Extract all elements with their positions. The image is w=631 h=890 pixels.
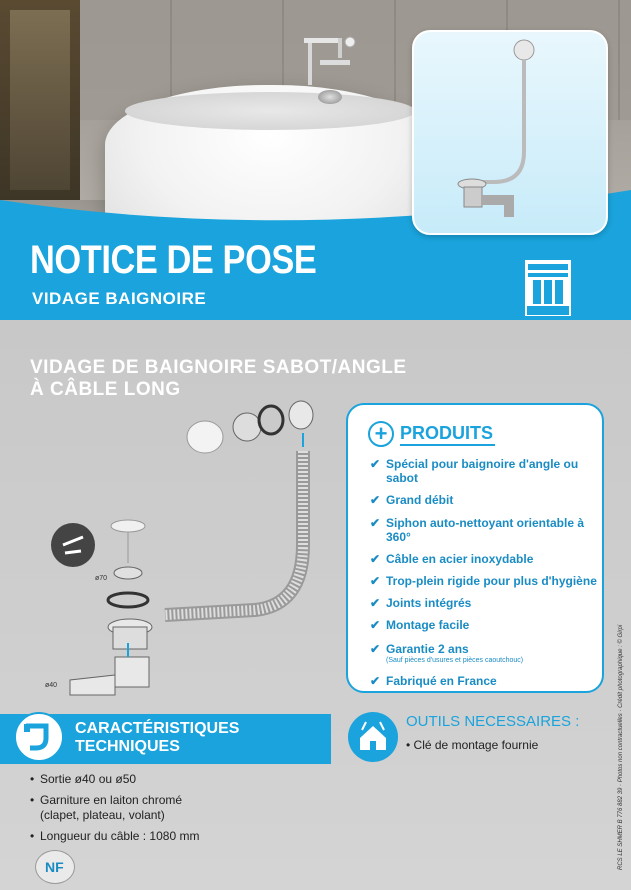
caracteristiques-list [30, 772, 210, 850]
page-title: NOTICE DE POSE [30, 238, 317, 282]
list-item: ✔ Grand débit [370, 493, 454, 507]
tools-icon [348, 712, 398, 762]
check-icon: ✔ [370, 516, 381, 530]
check-icon: ✔ [370, 674, 381, 688]
check-icon: ✔ [370, 457, 381, 471]
list-item: • Clé de montage fournie [406, 738, 538, 752]
check-icon: ✔ [370, 596, 381, 610]
product-photo [412, 30, 608, 235]
list-item: ✔ Joints intégrés [370, 596, 472, 610]
window-frame [0, 0, 80, 200]
diameter-40-label: ø40 [45, 682, 58, 689]
list-item: ✔ Siphon auto-nettoyant orientable à 360° [370, 516, 585, 544]
legal-text: RCS LE SHMER B 776 882 39 · Photos non contractuelles · Crédit photographique : © Girpi [618, 624, 624, 870]
outils-list [406, 738, 538, 752]
plus-icon: + [368, 421, 394, 447]
list-item: ✔ Montage facile [370, 618, 470, 632]
girpi-logo [523, 258, 573, 318]
overflow-plate-image [318, 90, 342, 104]
check-icon: ✔ [370, 618, 381, 632]
produits-list [370, 457, 600, 688]
list-item: • Longueur du câble : 1080 mm [30, 829, 210, 844]
list-item: ✔ Trop-plein rigide pour plus d'hygiène [370, 574, 597, 588]
garantie-note: (Sauf pièces d'usures et pièces caoutchouc) [386, 657, 524, 664]
list-item: ✔ Fabriqué en France [370, 674, 497, 688]
check-icon: ✔ [370, 493, 381, 507]
produits-title: PRODUITS [400, 423, 495, 446]
pipe-icon [14, 712, 64, 762]
list-item: • Garniture en laiton chromé (clapet, plateau, volant) [30, 793, 210, 823]
list-item: • Sortie ø40 ou ø50 [30, 772, 210, 787]
caracteristiques-title: CARACTÉRISTIQUES TECHNIQUES [75, 720, 240, 755]
product-heading-line1: VIDAGE DE BAIGNOIRE SABOT/ANGLE [30, 357, 407, 378]
list-item: ✔ Câble en acier inoxydable [370, 552, 534, 566]
page-subtitle: VIDAGE BAIGNOIRE [32, 289, 207, 308]
check-icon: ✔ [370, 642, 381, 656]
diameter-70-label: ø70 [95, 575, 108, 582]
produits-panel [346, 403, 604, 693]
installation-diagram [35, 395, 350, 705]
faucet-image [300, 30, 360, 90]
nf-certification-logo: NF [35, 850, 75, 884]
check-icon: ✔ [370, 552, 381, 566]
bathtub-basin [125, 92, 415, 130]
outils-title: OUTILS NECESSAIRES : [406, 713, 580, 730]
check-icon: ✔ [370, 574, 381, 588]
produits-header [368, 421, 495, 447]
product-heading-line2: À CÂBLE LONG [30, 379, 181, 400]
list-item: ✔ Garantie 2 ans (Sauf pièces d'usures et pièces caoutchouc) [370, 642, 600, 665]
list-item: ✔ Spécial pour baignoire d'angle ou sabot [370, 457, 579, 485]
